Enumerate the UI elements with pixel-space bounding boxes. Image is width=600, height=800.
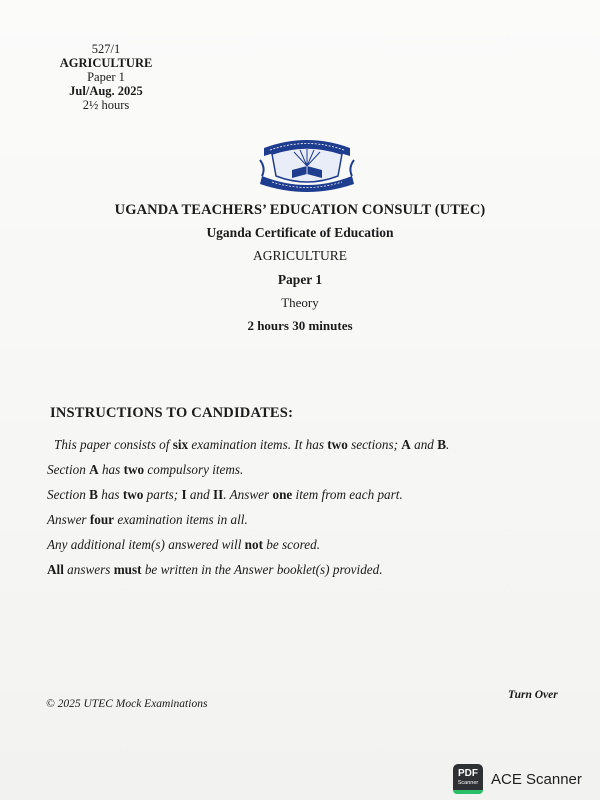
utec-crest-logo [258, 130, 356, 192]
instruction-line-1: This paper consists of six examination items. It has two sections; A and B. [54, 437, 450, 452]
turn-over-label: Turn Over [508, 689, 558, 701]
paper-info-block [46, 42, 166, 112]
instruction-line-4: Answer four examination items in all. [47, 512, 248, 527]
organization-title: UGANDA TEACHERS’ EDUCATION CONSULT (UTEC) [114, 202, 486, 218]
paper-duration: 2½ hours [82, 98, 130, 112]
exam-duration: 2 hours 30 minutes [247, 318, 353, 333]
scanner-watermark [453, 764, 582, 794]
instruction-line-3: Section B has two parts; I and II. Answer one item from each part. [47, 487, 403, 502]
paper-session: Jul/Aug. 2025 [69, 84, 143, 98]
paper-type: Theory [281, 295, 319, 310]
instructions-heading: INSTRUCTIONS TO CANDIDATES: [50, 405, 294, 421]
scanner-app-name: ACE Scanner [491, 770, 582, 788]
instruction-line-6: All answers must be written in the Answer booklet(s) provided. [47, 562, 383, 577]
paper-code: 527/1 [91, 42, 121, 56]
instruction-line-2: Section A has two compulsory items. [47, 462, 244, 477]
copyright-notice: © 2025 UTEC Mock Examinations [46, 698, 208, 710]
certificate-title: Uganda Certificate of Education [206, 225, 394, 240]
paper-number: Paper 1 [87, 70, 125, 84]
paper-subject: AGRICULTURE [59, 56, 153, 70]
instruction-line-5: Any additional item(s) answered will not be scored. [47, 537, 321, 552]
pdf-scanner-icon: PDF Scanner [453, 764, 483, 794]
subject-title: AGRICULTURE [252, 248, 347, 263]
paper-title: Paper 1 [277, 272, 323, 287]
